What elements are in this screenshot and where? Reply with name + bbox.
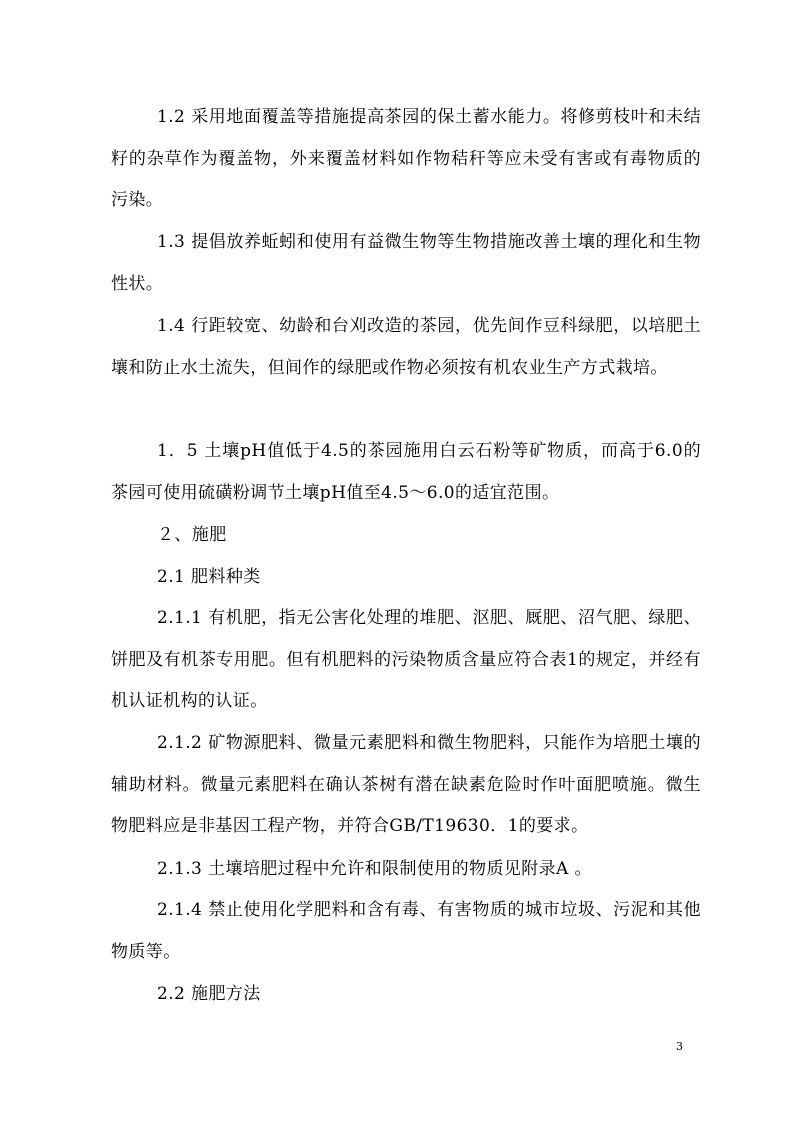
paragraph-2-1-4: 2.1.4 禁止使用化学肥料和含有毒、有害物质的城市垃圾、污泥和其他物质等。 — [111, 900, 701, 962]
paragraph-1-3: 1.3 提倡放养蚯蚓和使用有益微生物等生物措施改善土壤的理化和生物性状。 — [111, 232, 701, 294]
paragraph-1-2: 1.2 采用地面覆盖等措施提高茶园的保土蓄水能力。将修剪枝叶和未结籽的杂草作为覆盖物，外来覆盖材料如作物秸秆等应未受有害或有毒物质的污染。 — [111, 107, 701, 210]
paragraph-2-1: 2.1 肥料种类 — [157, 567, 261, 587]
paragraph-2-1-3: 2.1.3 土壤培肥过程中允许和限制使用的物质见附录A 。 — [157, 859, 592, 879]
paragraph-2-1-1: 2.1.1 有机肥，指无公害化处理的堆肥、沤肥、厩肥、沼气肥、绿肥、饼肥及有机茶专用肥。但有机肥料的污染物质含量应符合表1的规定，并经有机认证机构的认证。 — [111, 608, 701, 711]
page-number: 3 — [676, 1040, 683, 1053]
paragraph-1-4: 1.4 行距较宽、幼龄和台刈改造的茶园，优先间作豆科绿肥，以培肥土壤和防止水土流失，但间作的绿肥或作物必须按有机农业生产方式栽培。 — [111, 316, 701, 378]
paragraph-2-1-2: 2.1.2 矿物源肥料、微量元素肥料和微生物肥料，只能作为培肥土壤的辅助材料。微量元素肥料在确认茶树有潜在缺素危险时作叶面肥喷施。微生物肥料应是非基因工程产物，并符合GB/T19630．1的要求。 — [111, 733, 701, 836]
paragraph-1-5: 1．5 土壤pH值低于4.5的茶园施用白云石粉等矿物质，而高于6.0的茶园可使用硫磺粉调节土壤pH值至4.5～6.0的适宜范围。 — [111, 441, 701, 503]
section-heading-fertilization: ２、施肥 — [157, 525, 227, 545]
paragraph-2-2: 2.2 施肥方法 — [157, 984, 261, 1004]
